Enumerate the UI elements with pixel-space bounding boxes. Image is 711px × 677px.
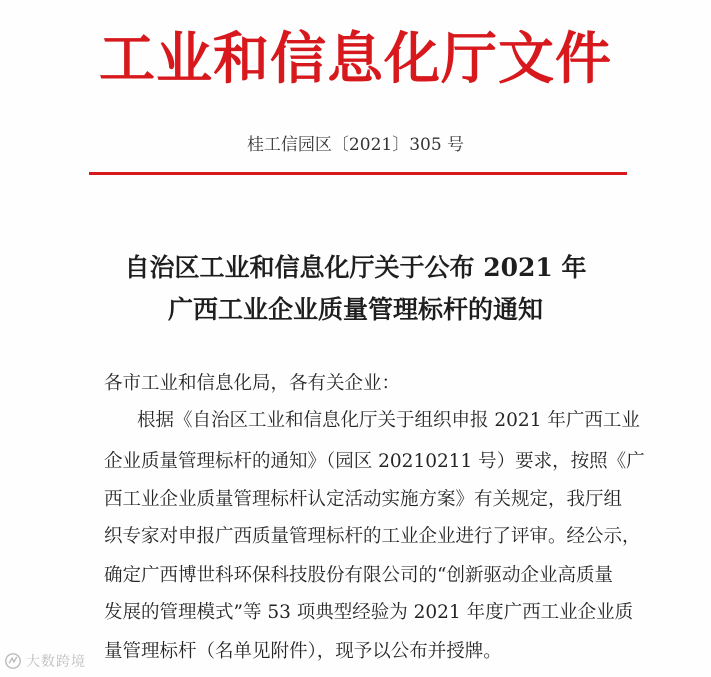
salutation: 各市工业和信息化局，各有关企业： bbox=[104, 373, 401, 394]
body-line-7: 量管理标杆（名单见附件），现予以公布并授牌。 bbox=[104, 641, 502, 662]
notice-title-line-1: 自治区工业和信息化厅关于公布 2021 年 bbox=[124, 253, 587, 282]
header-red-divider bbox=[89, 172, 627, 175]
body-line-6: 发展的管理模式”等 53 项典型经验为 2021 年度广西工业企业质 bbox=[104, 602, 634, 623]
document-header-title: 工业和信息化厅文件 bbox=[99, 27, 612, 92]
body-line-5: 确定广西博世科环保科技股份有限公司的“创新驱动企业高质量 bbox=[104, 565, 613, 586]
watermark bbox=[4, 650, 86, 672]
document-number: 桂工信园区〔2021〕305 号 bbox=[246, 135, 465, 155]
body-line-2: 企业质量管理标杆的通知》（园区 20210211 号）要求，按照《广 bbox=[104, 451, 645, 472]
watermark-text: 大数跨境 bbox=[26, 654, 86, 670]
body-line-3: 西工业企业质量管理标杆认定活动实施方案》有关规定，我厅组 bbox=[104, 489, 623, 510]
body-line-4: 织专家对申报广西质量管理标杆的工业企业进行了评审。经公示， bbox=[104, 526, 641, 547]
notice-title-line-2: 广西工业企业质量管理标杆的通知 bbox=[167, 295, 543, 324]
body-line-1: 根据《自治区工业和信息化厅关于组织申报 2021 年广西工业 bbox=[137, 410, 640, 431]
watermark-logo-icon bbox=[4, 652, 22, 670]
